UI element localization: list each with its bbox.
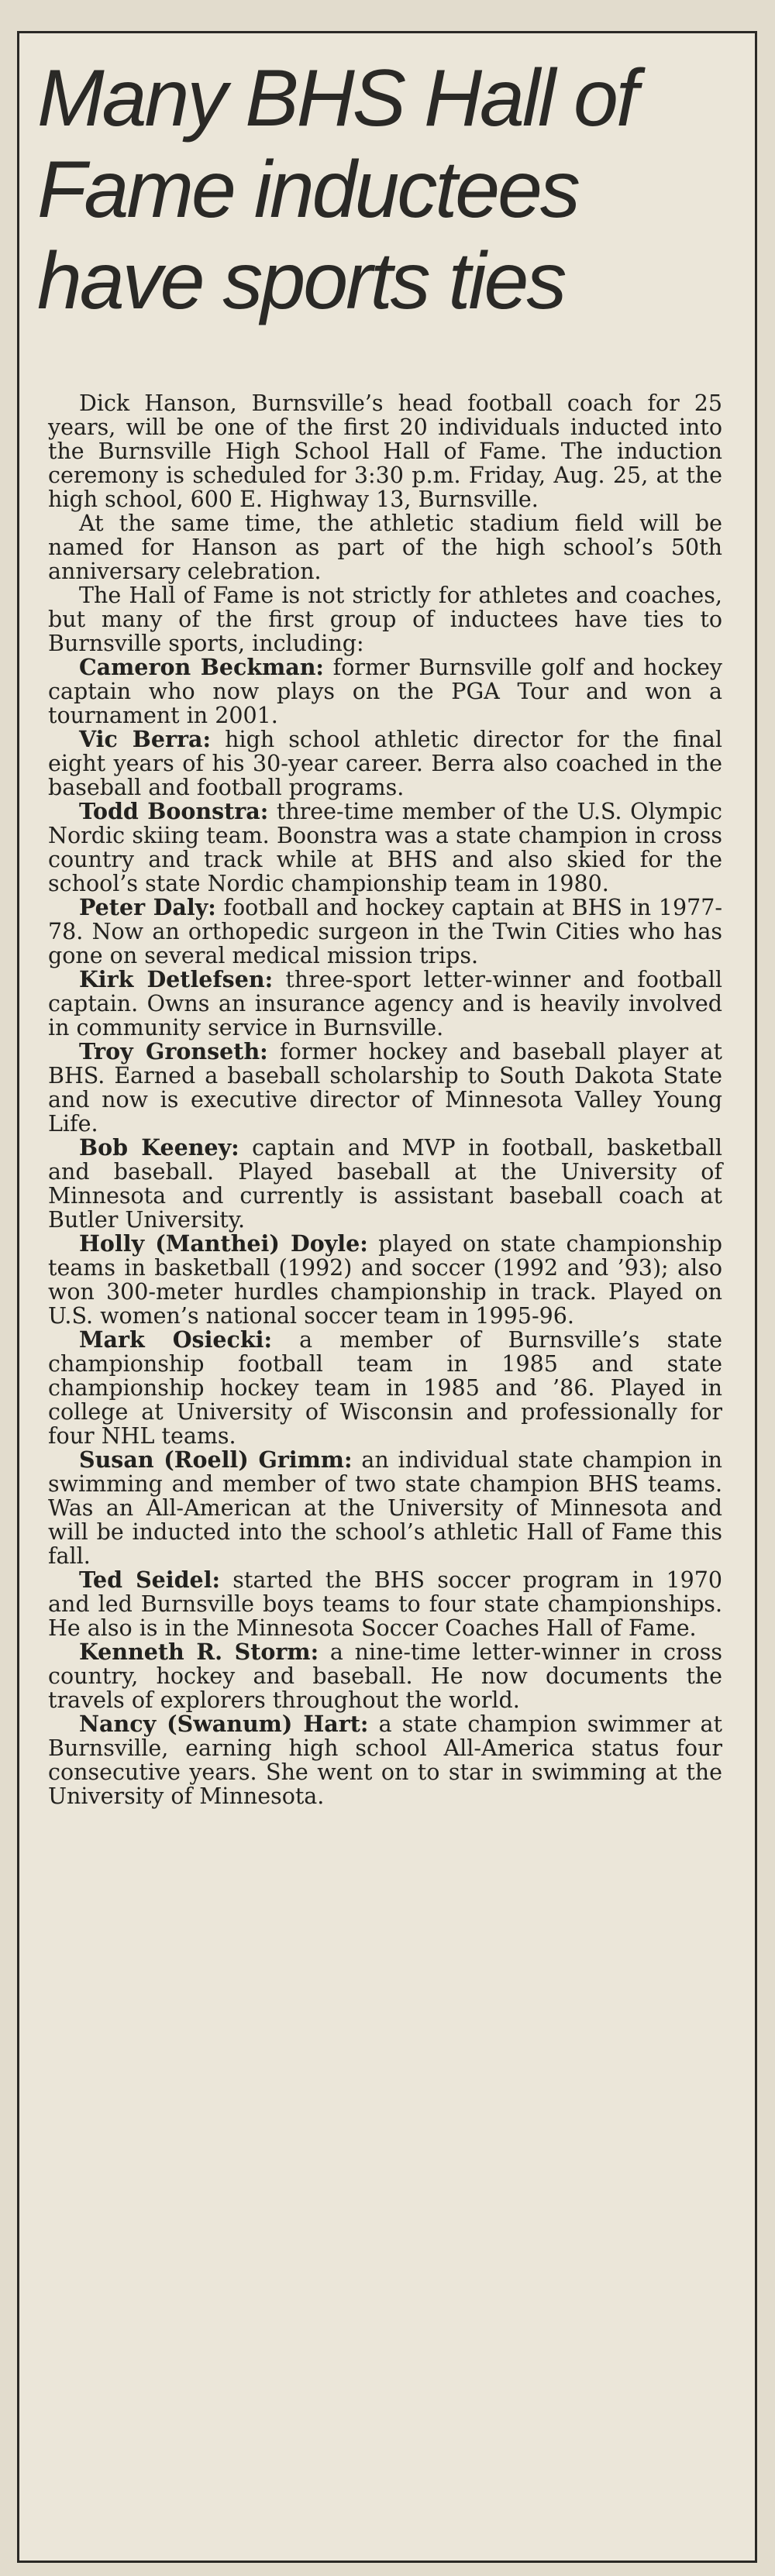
inductee-description: captain and MVP in football, basketball and baseball. Played baseball at the University of Minnesota and currently is assistant baseball coach at Butler University. (48, 1135, 722, 1233)
inductee-description: former hockey and baseball player at BHS. Earned a baseball scholarship to South Dakota State and now is executive director of Minnesota Valley Young Life. (48, 1039, 722, 1137)
inductee-name: Peter Daly: (79, 894, 216, 920)
inductee-description: football and hockey captain at BHS in 1977-78. Now an orthopedic surgeon in the Twin Cities who has gone on several medical mission trips. (48, 895, 722, 968)
inductee-entry (48, 727, 722, 800)
inductee-description: a nine-time letter-winner in cross country, hockey and baseball. He now documents the travels of explorers throughout the world. (48, 1639, 722, 1713)
inductee-name: Troy Gronseth: (79, 1038, 268, 1064)
inductee-entry (48, 1640, 722, 1712)
inductee-entry (48, 896, 722, 968)
article-body (48, 391, 722, 1808)
inductee-name: Todd Boonstra: (79, 798, 269, 824)
inductee-description: a state champion swimmer at Burnsville, earning high school All-America status four consecutive years. She went on to star in swimming at the University of Minnesota. (48, 1711, 722, 1809)
inductee-entry (48, 655, 722, 727)
inductee-entry (48, 1136, 722, 1232)
inductee-entry (48, 1712, 722, 1808)
inductee-description: a member of Burnsville’s state championship football team in 1985 and state championship hockey team in 1985 and ’86. Played in college at University of Wisconsin and professionally for four NHL teams. (48, 1327, 722, 1449)
intro-paragraph: Dick Hanson, Burnsville’s head football coach for 25 years, will be one of the first 20 individuals inducted into the Burnsville High School Hall of Fame. The induction ceremony is scheduled for 3:30 p.m. Friday, Aug. 25, at the high school, 600 E. Highway 13, Burnsville. (48, 390, 722, 512)
inductee-description: former Burnsville golf and hockey captain who now plays on the PGA Tour and won a tournament in 2001. (48, 655, 722, 728)
inductee-entry (48, 1040, 722, 1136)
inductee-description: an individual state champion in swimming and member of two state champion BHS teams. Was an All-American at the University of Minnesota and will be inducted into the school’s athletic Hall of Fame this fall. (48, 1447, 722, 1569)
inductee-entry (48, 800, 722, 896)
inductee-name: Ted Seidel: (79, 1567, 221, 1593)
inductee-entry (48, 1568, 722, 1640)
inductee-description: three-time member of the U.S. Olympic Nordic skiing team. Boonstra was a state champion in cross country and track while at BHS and also skied for the school’s state Nordic championship team in 1980. (48, 799, 723, 896)
inductee-description: started the BHS soccer program in 1970 and led Burnsville boys teams to four state championships. He also is in the Minnesota Soccer Coaches Hall of Fame. (48, 1567, 722, 1641)
inductee-entry (48, 1232, 722, 1328)
headline: Many BHS Hall of Fame inductees have sports ties (37, 53, 636, 326)
inductee-name: Nancy (Swanum) Hart: (79, 1711, 369, 1737)
inductee-name: Holly (Manthei) Doyle: (79, 1230, 368, 1257)
inductee-name: Kenneth R. Storm: (79, 1639, 319, 1665)
inductee-name: Susan (Roell) Grimm: (79, 1446, 353, 1473)
inductee-entry (48, 968, 722, 1040)
inductee-name: Bob Keeney: (79, 1134, 239, 1161)
inductee-name: Cameron Beckman: (79, 654, 324, 680)
inductee-name: Mark Osiecki: (79, 1326, 272, 1353)
inductee-name: Kirk Detlefsen: (79, 966, 274, 992)
inductee-description: three-sport letter-winner and football captain. Owns an insurance agency and is heavily involved in community service in Burnsville. (48, 967, 722, 1040)
inductee-description: high school athletic director for the final eight years of his 30-year career. Berra also coached in the baseball and football programs. (48, 727, 722, 800)
intro-paragraph: At the same time, the athletic stadium field will be named for Hanson as part of the high school’s 50th anniversary celebration. (48, 511, 722, 584)
intro-paragraph: The Hall of Fame is not strictly for athletes and coaches, but many of the first group of inductees have ties to Burnsville sports, including: (48, 583, 722, 656)
inductee-name: Vic Berra: (79, 726, 211, 752)
inductee-entry (48, 1328, 722, 1448)
inductee-description: played on state championship teams in basketball (1992) and soccer (1992 and ’93); also won 300-meter hurdles championship in track. Played on U.S. women’s national soccer team in 1995-96. (48, 1231, 723, 1329)
inductee-entry (48, 1448, 722, 1568)
